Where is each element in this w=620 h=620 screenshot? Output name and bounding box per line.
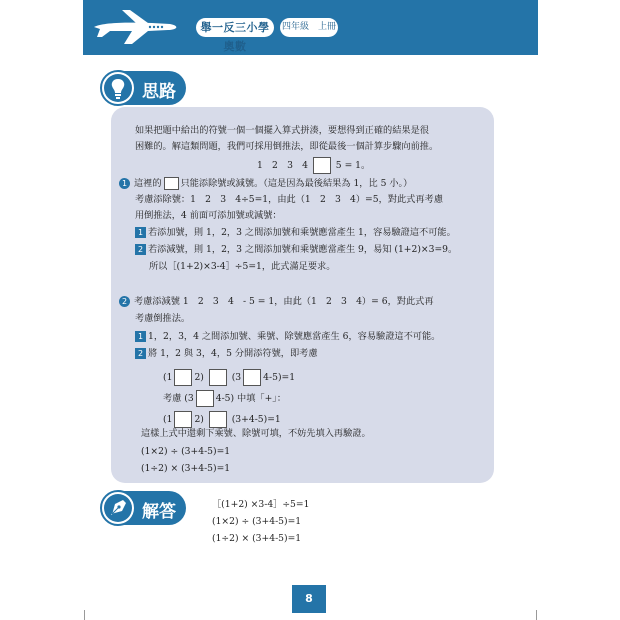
solution-panel — [111, 107, 494, 483]
case-1-text-a: 這裡的 — [134, 178, 162, 189]
case-1-sub-1 — [135, 227, 456, 239]
pen-nib-icon — [102, 492, 134, 524]
intro-line-1: 如果把題中給出的符號一個一個擺入算式拼湊，要想得到正確的結果是很 — [135, 125, 429, 136]
blank-box — [164, 177, 179, 190]
blank-box — [196, 390, 214, 407]
case-1-conclusion: 所以［(1+2)×3-4］÷5=1，此式滿足要求。 — [149, 261, 336, 272]
case-2-consider — [163, 390, 286, 407]
main-equation — [257, 157, 370, 174]
case-2-equation-2 — [163, 411, 281, 428]
airplane-icon — [92, 6, 178, 48]
equation-right: 5 = 1。 — [335, 160, 371, 171]
lightbulb-icon — [102, 72, 134, 104]
case-1-sub-2 — [135, 244, 457, 256]
intro-line-2: 困難的。解這類問題，我們可採用倒推法，即從最後一個計算步驟向前推。 — [135, 141, 439, 152]
case-2-result-2: (1÷2) × (3+4-5)=1 — [141, 463, 231, 474]
case-2-sub-2 — [135, 348, 318, 360]
case-2-text: 考慮添減號 1 2 3 4 - 5 = 1，由此（1 2 3 4）= 6，對此式再 — [134, 296, 434, 307]
eq-part: 2) — [194, 414, 204, 425]
grade-label: 四年級 上冊 — [280, 18, 338, 37]
eq-part: (1 — [163, 414, 173, 425]
case-1-sub-2-text: 若添減號，則 1，2，3 之間添加號和乘號應當產生 9，易知 (1+2)×3=9。 — [148, 244, 458, 255]
case-1-text-b: 只能添除號或減號。（這是因為最後結果為 1，比 5 小。） — [180, 178, 413, 189]
case-1-marker: 1 — [119, 178, 130, 189]
blank-box — [174, 411, 192, 428]
case-2-remaining: 這樣上式中還剩下乘號、除號可填，不妨先填入再驗證。 — [141, 428, 371, 439]
eq-part: (3 — [231, 372, 242, 383]
blank-box — [243, 369, 261, 386]
answer-line-1: ［(1+2) ×3-4］÷5=1 — [212, 499, 310, 510]
blank-box — [174, 369, 192, 386]
consider-part: 考慮 (3 — [163, 393, 194, 404]
tag-circle — [100, 70, 136, 106]
case-1-line-1 — [119, 177, 412, 190]
case-1-sub-1-text: 若添加號，則 1，2，3 之間添加號和乘號應當產生 1，容易驗證這不可能。 — [148, 227, 456, 238]
eq-part: (1 — [163, 372, 173, 383]
crop-mark — [536, 610, 537, 620]
case-2-sub-1-text: 1，2，3，4 之間添加號、乘號、除號應當產生 6，容易驗證這不可能。 — [148, 331, 441, 342]
case-2-line-2: 考慮倒推法。 — [135, 313, 191, 324]
answer-line-3: (1÷2) × (3+4-5)=1 — [212, 533, 302, 544]
sub-marker: 2 — [135, 244, 146, 255]
sub-marker: 1 — [135, 227, 146, 238]
eq-part: 4-5)=1 — [263, 372, 296, 383]
case-2-marker: 2 — [119, 296, 130, 307]
sub-marker: 1 — [135, 331, 146, 342]
case-2-line-1 — [119, 296, 434, 308]
blank-box — [209, 411, 227, 428]
case-2-sub-2-text: 將 1，2 與 3，4，5 分開添符號，即考慮 — [148, 348, 318, 359]
case-2-result-1: (1×2) ÷ (3+4-5)=1 — [141, 446, 231, 457]
case-2-sub-1 — [135, 331, 440, 343]
blank-box — [313, 157, 331, 174]
case-1-line-3: 用倒推法，4 前面可添加號或減號： — [135, 210, 282, 221]
case-1-line-2: 考慮添除號：1 2 3 4÷5=1，由此（1 2 3 4）=5，對此式再考慮 — [135, 194, 443, 205]
case-2-equation-1 — [163, 369, 295, 386]
book-title: 舉一反三小學奧數 — [196, 18, 274, 37]
consider-part: 4-5) 中填「+」： — [215, 393, 287, 404]
answer-title: 解答 — [142, 502, 176, 522]
crop-mark — [84, 610, 85, 620]
thinking-title: 思路 — [142, 82, 176, 102]
tag-circle — [100, 490, 136, 526]
page-number: 8 — [292, 585, 326, 613]
blank-box — [209, 369, 227, 386]
answer-line-2: (1×2) ÷ (3+4-5)=1 — [212, 516, 302, 527]
eq-part: 2) — [194, 372, 204, 383]
equation-left: 1 2 3 4 — [257, 160, 308, 171]
eq-part: (3+4-5)=1 — [231, 414, 281, 425]
sub-marker: 2 — [135, 348, 146, 359]
